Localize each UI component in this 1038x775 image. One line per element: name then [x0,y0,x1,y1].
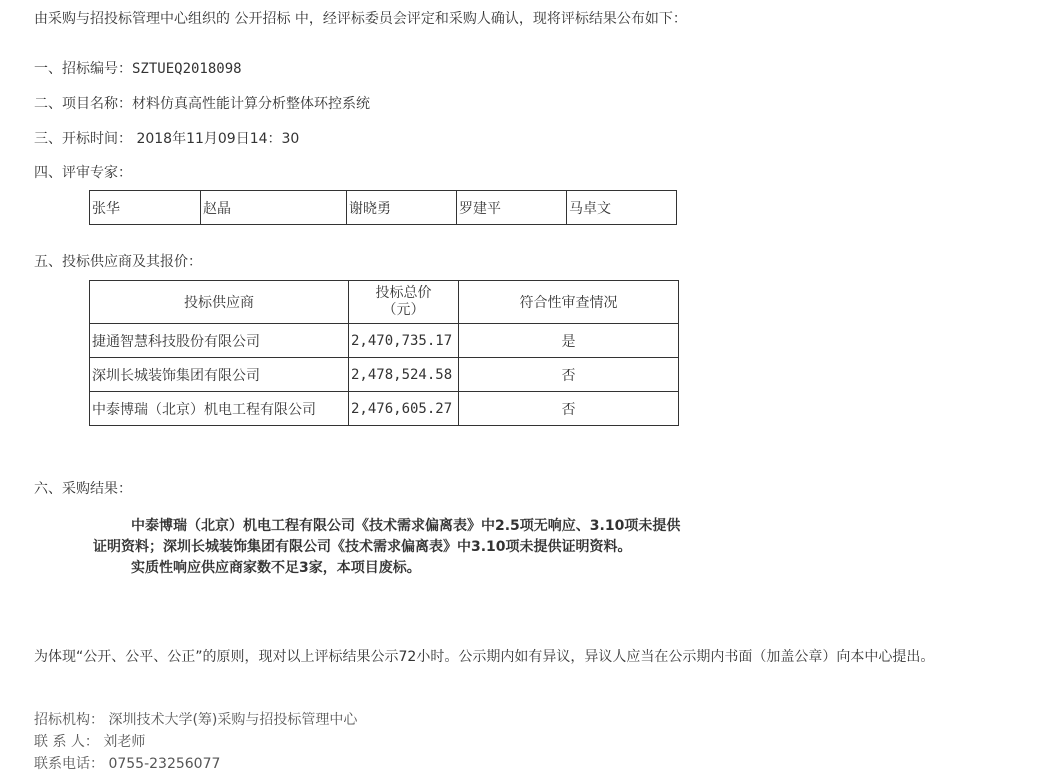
opening-time-value: 2018年11月09日14：30 [136,131,300,147]
bids-header-row [90,281,679,324]
project-name-row [34,95,370,113]
intro-text: 由采购与招投标管理中心组织的 公开招标 中，经评标委员会评定和采购人确认，现将评标结果公布如下： [34,11,687,27]
contact-person: 联 系 人： 刘老师 [34,734,146,750]
result-conclusion: 实质性响应供应商家数不足3家，本项目废标。 [131,560,421,576]
contact-phone: 联系电话： 0755-23256077 [34,756,221,772]
experts-row [90,191,677,225]
result-text [93,516,683,579]
expert-cell: 罗建平 [457,191,567,225]
tender-number-value: SZTUEQ2018098 [132,61,242,77]
supplier-cell: 中泰博瑞（北京）机电工程有限公司 [90,392,349,426]
price-cell: 2,470,735.17 [349,324,459,358]
tender-number-label: 一、招标编号： [34,61,132,77]
expert-cell: 赵晶 [201,191,347,225]
table-row [90,392,679,426]
header-compliance: 符合性审查情况 [459,281,679,324]
contact-agency: 招标机构： 深圳技术大学(筹)采购与招投标管理中心 [34,712,358,728]
supplier-cell: 捷通智慧科技股份有限公司 [90,324,349,358]
expert-cell: 张华 [90,191,201,225]
price-cell: 2,478,524.58 [349,358,459,392]
compliance-cell: 是 [459,324,679,358]
result-heading: 六、采购结果： [34,481,132,497]
price-cell: 2,476,605.27 [349,392,459,426]
result-paragraph: 中泰博瑞（北京）机电工程有限公司《技术需求偏离表》中2.5项无响应、3.10项未提供证明资料；深圳长城装饰集团有限公司《技术需求偏离表》中3.10项未提供证明资料。 [93,518,681,555]
experts-table [89,190,677,225]
header-supplier: 投标供应商 [90,281,349,324]
table-row [90,358,679,392]
bids-table [89,280,679,426]
expert-cell: 谢晓勇 [347,191,457,225]
bids-heading: 五、投标供应商及其报价： [34,254,202,270]
compliance-cell: 否 [459,392,679,426]
header-price: 投标总价 （元） [349,281,459,324]
compliance-cell: 否 [459,358,679,392]
expert-cell: 马卓文 [567,191,677,225]
supplier-cell: 深圳长城装饰集团有限公司 [90,358,349,392]
opening-time-label: 三、开标时间： [34,131,132,147]
opening-time-row [34,130,299,148]
tender-number-row [34,60,242,78]
project-name-label: 二、项目名称： [34,96,132,112]
experts-heading: 四、评审专家： [34,165,132,181]
publicity-notice: 为体现“公开、公平、公正”的原则，现对以上评标结果公示72小时。公示期内如有异议，异议人应当在公示期内书面（加盖公章）向本中心提出。 [34,649,935,665]
table-row [90,324,679,358]
project-name-value: 材料仿真高性能计算分析整体环控系统 [132,96,370,112]
